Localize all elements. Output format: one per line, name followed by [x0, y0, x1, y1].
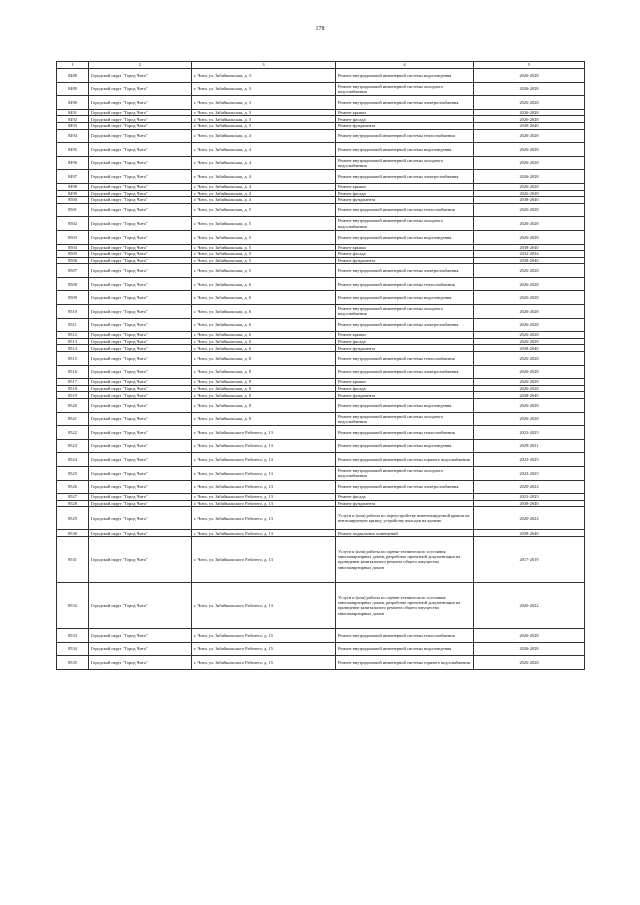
municipality-cell: Городской округ "Город Чита"	[89, 507, 192, 530]
period-cell: 2038-2040	[474, 122, 585, 129]
table-row	[57, 338, 585, 345]
municipality-cell: Городской округ "Город Чита"	[89, 203, 192, 217]
table-row	[57, 190, 585, 197]
period-cell: 2026-2028	[474, 318, 585, 332]
municipality-cell: Городской округ "Город Чита"	[89, 122, 192, 129]
row-number-cell: 8498	[57, 183, 89, 190]
work-type-cell: Ремонт подвальных помещений	[336, 530, 474, 537]
row-number-cell: 8533	[57, 628, 89, 642]
work-type-cell: Ремонт внутридомовой инженерной системы водоотведения	[336, 439, 474, 453]
table-row	[57, 82, 585, 96]
row-number-cell: 8522	[57, 426, 89, 440]
table-header	[57, 62, 585, 69]
table-row	[57, 116, 585, 123]
municipality-cell: Городской округ "Город Чита"	[89, 143, 192, 157]
work-type-cell: Ремонт внутридомовой инженерной системы теплоснабжения	[336, 203, 474, 217]
table-row	[57, 453, 585, 467]
address-cell: г. Чита, ул. Забайкальская, д. 5	[192, 203, 336, 217]
row-number-cell: 8525	[57, 466, 89, 480]
row-number-cell: 8516	[57, 365, 89, 379]
address-cell: г. Чита, ул. Забайкальского Рабочего, д. 15	[192, 642, 336, 656]
table-row	[57, 291, 585, 305]
work-type-cell: Ремонт внутридомовой инженерной системы электроснабжения	[336, 365, 474, 379]
address-cell: г. Чита, ул. Забайкальская, д. 6	[192, 305, 336, 319]
table-row	[57, 494, 585, 501]
work-type-cell: Ремонт фундамента	[336, 500, 474, 507]
period-cell: 2026-2028	[474, 116, 585, 123]
address-cell: г. Чита, ул. Забайкальского Рабочего, д. 13	[192, 480, 336, 494]
header-col-2: 2	[89, 62, 192, 69]
period-cell: 2026-2028	[474, 230, 585, 244]
address-cell: г. Чита, ул. Забайкальского Рабочего, д. 13	[192, 530, 336, 537]
capital-repair-table	[56, 61, 585, 670]
work-type-cell: Ремонт внутридомовой инженерной системы холодного водоснабжения	[336, 156, 474, 170]
table-row	[57, 352, 585, 366]
municipality-cell: Городской округ "Город Чита"	[89, 129, 192, 143]
period-cell: 2026-2028	[474, 217, 585, 231]
municipality-cell: Городской округ "Город Чита"	[89, 217, 192, 231]
period-cell: 2026-2028	[474, 143, 585, 157]
table-row	[57, 656, 585, 670]
work-type-cell: Ремонт внутридомовой инженерной системы теплоснабжения	[336, 277, 474, 291]
period-cell: 2032-2034	[474, 251, 585, 258]
period-cell: 2020-2022	[474, 582, 585, 628]
work-type-cell: Ремонт крыши	[336, 379, 474, 386]
municipality-cell: Городской округ "Город Чита"	[89, 109, 192, 116]
row-number-cell: 8488	[57, 69, 89, 83]
header-col-1: 1	[57, 62, 89, 69]
address-cell: г. Чита, ул. Забайкальская, д. 6	[192, 332, 336, 339]
work-type-cell: Ремонт фасада	[336, 116, 474, 123]
period-cell: 2038-2040	[474, 257, 585, 264]
address-cell: г. Чита, ул. Забайкальского Рабочего, д. 13	[192, 500, 336, 507]
row-number-cell: 8512	[57, 332, 89, 339]
period-cell: 2026-2028	[474, 170, 585, 184]
address-cell: г. Чита, ул. Забайкальского Рабочего, д. 13	[192, 582, 336, 628]
work-type-cell: Ремонт фундамента	[336, 197, 474, 204]
municipality-cell: Городской округ "Город Чита"	[89, 338, 192, 345]
period-cell: 2026-2028	[474, 203, 585, 217]
address-cell: г. Чита, ул. Забайкальская, д. 4	[192, 170, 336, 184]
row-number-cell: 8499	[57, 190, 89, 197]
table-row	[57, 466, 585, 480]
work-type-cell: Ремонт внутридомовой инженерной системы электроснабжения	[336, 170, 474, 184]
row-number-cell: 8535	[57, 656, 89, 670]
work-type-cell: Ремонт внутридомовой инженерной системы электроснабжения	[336, 96, 474, 110]
period-cell: 2026-2028	[474, 338, 585, 345]
period-cell: 2029-2031	[474, 439, 585, 453]
table-row	[57, 264, 585, 278]
row-number-cell: 8526	[57, 480, 89, 494]
address-cell: г. Чита, ул. Забайкальская, д. 5	[192, 217, 336, 231]
table-row	[57, 379, 585, 386]
work-type-cell: Услуги и (или) работы по переустройству невентилируемой крыши на вентилируемую крышу, устройству выходов на кровлю	[336, 507, 474, 530]
address-cell: г. Чита, ул. Забайкальская, д. 8	[192, 399, 336, 413]
address-cell: г. Чита, ул. Забайкальская, д. 6	[192, 318, 336, 332]
period-cell: 2038-2040	[474, 197, 585, 204]
period-cell: 2026-2028	[474, 365, 585, 379]
table-row	[57, 109, 585, 116]
municipality-cell: Городской округ "Город Чита"	[89, 426, 192, 440]
row-number-cell: 8532	[57, 582, 89, 628]
municipality-cell: Городской округ "Город Чита"	[89, 291, 192, 305]
municipality-cell: Городской округ "Город Чита"	[89, 318, 192, 332]
row-number-cell: 8508	[57, 277, 89, 291]
address-cell: г. Чита, ул. Забайкальского Рабочего, д. 13	[192, 536, 336, 582]
period-cell: 2026-2028	[474, 82, 585, 96]
work-type-cell: Ремонт внутридомовой инженерной системы водоотведения	[336, 69, 474, 83]
work-type-cell: Ремонт внутридомовой инженерной системы водоотведения	[336, 230, 474, 244]
page-number: 178	[315, 26, 325, 32]
table-row	[57, 530, 585, 537]
address-cell: г. Чита, ул. Забайкальская, д. 6	[192, 291, 336, 305]
work-type-cell: Ремонт внутридомовой инженерной системы холодного водоснабжения	[336, 412, 474, 426]
municipality-cell: Городской округ "Город Чита"	[89, 392, 192, 399]
address-cell: г. Чита, ул. Забайкальская, д. 5	[192, 244, 336, 251]
period-cell: 2026-2028	[474, 642, 585, 656]
address-cell: г. Чита, ул. Забайкальского Рабочего, д. 13	[192, 466, 336, 480]
work-type-cell: Ремонт внутридомовой инженерной системы водоотведения	[336, 642, 474, 656]
municipality-cell: Городской округ "Город Чита"	[89, 399, 192, 413]
table-row	[57, 217, 585, 231]
municipality-cell: Городской округ "Город Чита"	[89, 190, 192, 197]
row-number-cell: 8517	[57, 379, 89, 386]
municipality-cell: Городской округ "Город Чита"	[89, 466, 192, 480]
period-cell: 2017-2019	[474, 536, 585, 582]
period-cell: 2023-2025	[474, 453, 585, 467]
table-row	[57, 642, 585, 656]
municipality-cell: Городской округ "Город Чита"	[89, 379, 192, 386]
address-cell: г. Чита, ул. Забайкальская, д. 8	[192, 392, 336, 399]
work-type-cell: Ремонт фасада	[336, 190, 474, 197]
municipality-cell: Городской округ "Город Чита"	[89, 412, 192, 426]
period-cell: 2038-2040	[474, 500, 585, 507]
table-row	[57, 332, 585, 339]
period-cell: 2026-2028	[474, 96, 585, 110]
period-cell: 2023-2025	[474, 426, 585, 440]
table-row	[57, 305, 585, 319]
row-number-cell: 8505	[57, 251, 89, 258]
row-number-cell: 8524	[57, 453, 89, 467]
work-type-cell: Ремонт внутридомовой инженерной системы водоотведения	[336, 291, 474, 305]
header-col-5: 5	[474, 62, 585, 69]
table-row	[57, 392, 585, 399]
municipality-cell: Городской округ "Город Чита"	[89, 116, 192, 123]
municipality-cell: Городской округ "Город Чита"	[89, 96, 192, 110]
table-row	[57, 500, 585, 507]
row-number-cell: 8494	[57, 129, 89, 143]
municipality-cell: Городской округ "Город Чита"	[89, 69, 192, 83]
address-cell: г. Чита, ул. Забайкальская, д. 5	[192, 251, 336, 258]
table-row	[57, 244, 585, 251]
row-number-cell: 8506	[57, 257, 89, 264]
period-cell: 2020-2022	[474, 480, 585, 494]
work-type-cell: Ремонт внутридомовой инженерной системы электроснабжения	[336, 318, 474, 332]
period-cell: 2026-2028	[474, 129, 585, 143]
row-number-cell: 8502	[57, 217, 89, 231]
table-row	[57, 69, 585, 83]
row-number-cell: 8528	[57, 500, 89, 507]
period-cell: 2026-2028	[474, 628, 585, 642]
table-row	[57, 365, 585, 379]
period-cell: 2026-2028	[474, 183, 585, 190]
work-type-cell: Ремонт фасада	[336, 385, 474, 392]
municipality-cell: Городской округ "Город Чита"	[89, 642, 192, 656]
work-type-cell: Услуги и (или) работы по оценке технического состояния многоквартирных домов, разработке проектной документации на проведение капитального ремонта общего имущества многоквартирных домов	[336, 536, 474, 582]
table-row	[57, 345, 585, 352]
municipality-cell: Городской округ "Город Чита"	[89, 251, 192, 258]
period-cell: 2020-2022	[474, 507, 585, 530]
municipality-cell: Городской округ "Город Чита"	[89, 345, 192, 352]
table-row	[57, 582, 585, 628]
row-number-cell: 8515	[57, 352, 89, 366]
municipality-cell: Городской округ "Город Чита"	[89, 305, 192, 319]
address-cell: г. Чита, ул. Забайкальская, д. 8	[192, 379, 336, 386]
work-type-cell: Ремонт внутридомовой инженерной системы горячего водоснабжения	[336, 656, 474, 670]
address-cell: г. Чита, ул. Забайкальского Рабочего, д. 13	[192, 426, 336, 440]
table-row	[57, 480, 585, 494]
work-type-cell: Ремонт внутридомовой инженерной системы теплоснабжения	[336, 628, 474, 642]
municipality-cell: Городской округ "Город Чита"	[89, 264, 192, 278]
municipality-cell: Городской округ "Город Чита"	[89, 183, 192, 190]
row-number-cell: 8510	[57, 305, 89, 319]
row-number-cell: 8489	[57, 82, 89, 96]
table-row	[57, 628, 585, 642]
table-row	[57, 251, 585, 258]
period-cell: 2026-2028	[474, 399, 585, 413]
municipality-cell: Городской округ "Город Чита"	[89, 244, 192, 251]
table-row	[57, 183, 585, 190]
address-cell: г. Чита, ул. Забайкальская, д. 4	[192, 190, 336, 197]
row-number-cell: 8503	[57, 230, 89, 244]
address-cell: г. Чита, ул. Забайкальского Рабочего, д. 15	[192, 628, 336, 642]
row-number-cell: 8519	[57, 392, 89, 399]
period-cell: 2026-2028	[474, 291, 585, 305]
address-cell: г. Чита, ул. Забайкальская, д. 6	[192, 277, 336, 291]
address-cell: г. Чита, ул. Забайкальская, д. 8	[192, 412, 336, 426]
row-number-cell: 8509	[57, 291, 89, 305]
municipality-cell: Городской округ "Город Чита"	[89, 439, 192, 453]
table-row	[57, 156, 585, 170]
work-type-cell: Ремонт внутридомовой инженерной системы холодного водоснабжения	[336, 217, 474, 231]
row-number-cell: 8501	[57, 203, 89, 217]
row-number-cell: 8534	[57, 642, 89, 656]
period-cell: 2026-2028	[474, 332, 585, 339]
period-cell: 2026-2028	[474, 412, 585, 426]
work-type-cell: Ремонт крыши	[336, 183, 474, 190]
work-type-cell: Ремонт внутридомовой инженерной системы холодного водоснабжения	[336, 466, 474, 480]
period-cell: 2026-2028	[474, 379, 585, 386]
work-type-cell: Ремонт фундамента	[336, 392, 474, 399]
work-type-cell: Услуги и (или) работы по оценке технического состояния многоквартирных домов, разработке проектной документации на проведение капитального ремонта общего имущества многоквартирных домов	[336, 582, 474, 628]
header-col-3: 3	[192, 62, 336, 69]
period-cell: 2026-2028	[474, 305, 585, 319]
table-row	[57, 230, 585, 244]
table-row	[57, 277, 585, 291]
period-cell: 2038-2040	[474, 530, 585, 537]
period-cell: 2026-2028	[474, 109, 585, 116]
address-cell: г. Чита, ул. Забайкальская, д. 8	[192, 352, 336, 366]
row-number-cell: 8529	[57, 507, 89, 530]
table-row	[57, 96, 585, 110]
address-cell: г. Чита, ул. Забайкальская, д. 4	[192, 197, 336, 204]
address-cell: г. Чита, ул. Забайкальского Рабочего, д. 13	[192, 439, 336, 453]
municipality-cell: Городской округ "Город Чита"	[89, 494, 192, 501]
address-cell: г. Чита, ул. Забайкальская, д. 5	[192, 230, 336, 244]
address-cell: г. Чита, ул. Забайкальского Рабочего, д. 13	[192, 494, 336, 501]
period-cell: 2026-2028	[474, 264, 585, 278]
municipality-cell: Городской округ "Город Чита"	[89, 230, 192, 244]
table-row	[57, 318, 585, 332]
period-cell: 2038-2040	[474, 244, 585, 251]
row-number-cell: 8530	[57, 530, 89, 537]
period-cell: 2026-2028	[474, 656, 585, 670]
work-type-cell: Ремонт крыши	[336, 109, 474, 116]
address-cell: г. Чита, ул. Забайкальская, д. 3	[192, 122, 336, 129]
period-cell: 2038-2040	[474, 345, 585, 352]
header-row	[57, 62, 585, 69]
table-row	[57, 507, 585, 530]
row-number-cell: 8514	[57, 345, 89, 352]
row-number-cell: 8523	[57, 439, 89, 453]
address-cell: г. Чита, ул. Забайкальская, д. 4	[192, 129, 336, 143]
row-number-cell: 8513	[57, 338, 89, 345]
work-type-cell: Ремонт крыши	[336, 332, 474, 339]
table-row	[57, 412, 585, 426]
address-cell: г. Чита, ул. Забайкальского Рабочего, д. 15	[192, 656, 336, 670]
address-cell: г. Чита, ул. Забайкальская, д. 3	[192, 109, 336, 116]
work-type-cell: Ремонт внутридомовой инженерной системы теплоснабжения	[336, 129, 474, 143]
municipality-cell: Городской округ "Город Чита"	[89, 453, 192, 467]
municipality-cell: Городской округ "Город Чита"	[89, 257, 192, 264]
table-row	[57, 197, 585, 204]
municipality-cell: Городской округ "Город Чита"	[89, 352, 192, 366]
table-row	[57, 170, 585, 184]
row-number-cell: 8497	[57, 170, 89, 184]
row-number-cell: 8496	[57, 156, 89, 170]
work-type-cell: Ремонт внутридомовой инженерной системы теплоснабжения	[336, 426, 474, 440]
table-row	[57, 129, 585, 143]
period-cell: 2026-2028	[474, 352, 585, 366]
table-row	[57, 203, 585, 217]
work-type-cell: Ремонт фасада	[336, 338, 474, 345]
work-type-cell: Ремонт внутридомовой инженерной системы электроснабжения	[336, 264, 474, 278]
row-number-cell: 8521	[57, 412, 89, 426]
municipality-cell: Городской округ "Город Чита"	[89, 365, 192, 379]
table-body	[57, 69, 585, 670]
work-type-cell: Ремонт фундамента	[336, 122, 474, 129]
address-cell: г. Чита, ул. Забайкальская, д. 4	[192, 183, 336, 190]
period-cell: 2023-2025	[474, 494, 585, 501]
work-type-cell: Ремонт крыши	[336, 244, 474, 251]
municipality-cell: Городской округ "Город Чита"	[89, 628, 192, 642]
work-type-cell: Ремонт внутридомовой инженерной системы электроснабжения	[336, 480, 474, 494]
row-number-cell: 8531	[57, 536, 89, 582]
table-row	[57, 536, 585, 582]
work-type-cell: Ремонт внутридомовой инженерной системы горячего водоснабжения	[336, 453, 474, 467]
table-row	[57, 439, 585, 453]
municipality-cell: Городской округ "Город Чита"	[89, 530, 192, 537]
municipality-cell: Городской округ "Город Чита"	[89, 82, 192, 96]
work-type-cell: Ремонт фасада	[336, 251, 474, 258]
work-type-cell: Ремонт внутридомовой инженерной системы теплоснабжения	[336, 352, 474, 366]
municipality-cell: Городской округ "Город Чита"	[89, 480, 192, 494]
address-cell: г. Чита, ул. Забайкальская, д. 4	[192, 156, 336, 170]
municipality-cell: Городской округ "Город Чита"	[89, 332, 192, 339]
work-type-cell: Ремонт внутридомовой инженерной системы холодного водоснабжения	[336, 82, 474, 96]
municipality-cell: Городской округ "Город Чита"	[89, 582, 192, 628]
work-type-cell: Ремонт фундамента	[336, 345, 474, 352]
address-cell: г. Чита, ул. Забайкальская, д. 6	[192, 338, 336, 345]
table-row	[57, 399, 585, 413]
address-cell: г. Чита, ул. Забайкальская, д. 3	[192, 69, 336, 83]
row-number-cell: 8520	[57, 399, 89, 413]
table-row	[57, 143, 585, 157]
address-cell: г. Чита, ул. Забайкальская, д. 3	[192, 82, 336, 96]
period-cell: 2026-2028	[474, 69, 585, 83]
municipality-cell: Городской округ "Город Чита"	[89, 500, 192, 507]
table-row	[57, 122, 585, 129]
address-cell: г. Чита, ул. Забайкальская, д. 3	[192, 116, 336, 123]
address-cell: г. Чита, ул. Забайкальская, д. 4	[192, 143, 336, 157]
table-row	[57, 426, 585, 440]
work-type-cell: Ремонт внутридомовой инженерной системы холодного водоснабжения	[336, 305, 474, 319]
period-cell: 2023-2025	[474, 466, 585, 480]
period-cell: 2038-2040	[474, 392, 585, 399]
municipality-cell: Городской округ "Город Чита"	[89, 197, 192, 204]
work-type-cell: Ремонт фундамента	[336, 257, 474, 264]
row-number-cell: 8491	[57, 109, 89, 116]
row-number-cell: 8490	[57, 96, 89, 110]
address-cell: г. Чита, ул. Забайкальского Рабочего, д. 13	[192, 507, 336, 530]
period-cell: 2026-2028	[474, 385, 585, 392]
municipality-cell: Городской округ "Город Чита"	[89, 277, 192, 291]
row-number-cell: 8511	[57, 318, 89, 332]
row-number-cell: 8507	[57, 264, 89, 278]
address-cell: г. Чита, ул. Забайкальская, д. 6	[192, 345, 336, 352]
row-number-cell: 8495	[57, 143, 89, 157]
address-cell: г. Чита, ул. Забайкальская, д. 5	[192, 257, 336, 264]
row-number-cell: 8504	[57, 244, 89, 251]
header-col-4: 4	[336, 62, 474, 69]
work-type-cell: Ремонт фасада	[336, 494, 474, 501]
row-number-cell: 8518	[57, 385, 89, 392]
address-cell: г. Чита, ул. Забайкальского Рабочего, д. 13	[192, 453, 336, 467]
work-type-cell: Ремонт внутридомовой инженерной системы водоотведения	[336, 399, 474, 413]
row-number-cell: 8527	[57, 494, 89, 501]
row-number-cell: 8500	[57, 197, 89, 204]
table-row	[57, 257, 585, 264]
row-number-cell: 8493	[57, 122, 89, 129]
table-row	[57, 385, 585, 392]
municipality-cell: Городской округ "Город Чита"	[89, 156, 192, 170]
municipality-cell: Городской округ "Город Чита"	[89, 385, 192, 392]
municipality-cell: Городской округ "Город Чита"	[89, 656, 192, 670]
address-cell: г. Чита, ул. Забайкальская, д. 8	[192, 385, 336, 392]
period-cell: 2026-2028	[474, 190, 585, 197]
municipality-cell: Городской округ "Город Чита"	[89, 170, 192, 184]
row-number-cell: 8492	[57, 116, 89, 123]
work-type-cell: Ремонт внутридомовой инженерной системы водоотведения	[336, 143, 474, 157]
period-cell: 2026-2028	[474, 156, 585, 170]
address-cell: г. Чита, ул. Забайкальская, д. 5	[192, 264, 336, 278]
municipality-cell: Городской округ "Город Чита"	[89, 536, 192, 582]
period-cell: 2026-2028	[474, 277, 585, 291]
address-cell: г. Чита, ул. Забайкальская, д. 3	[192, 96, 336, 110]
address-cell: г. Чита, ул. Забайкальская, д. 8	[192, 365, 336, 379]
